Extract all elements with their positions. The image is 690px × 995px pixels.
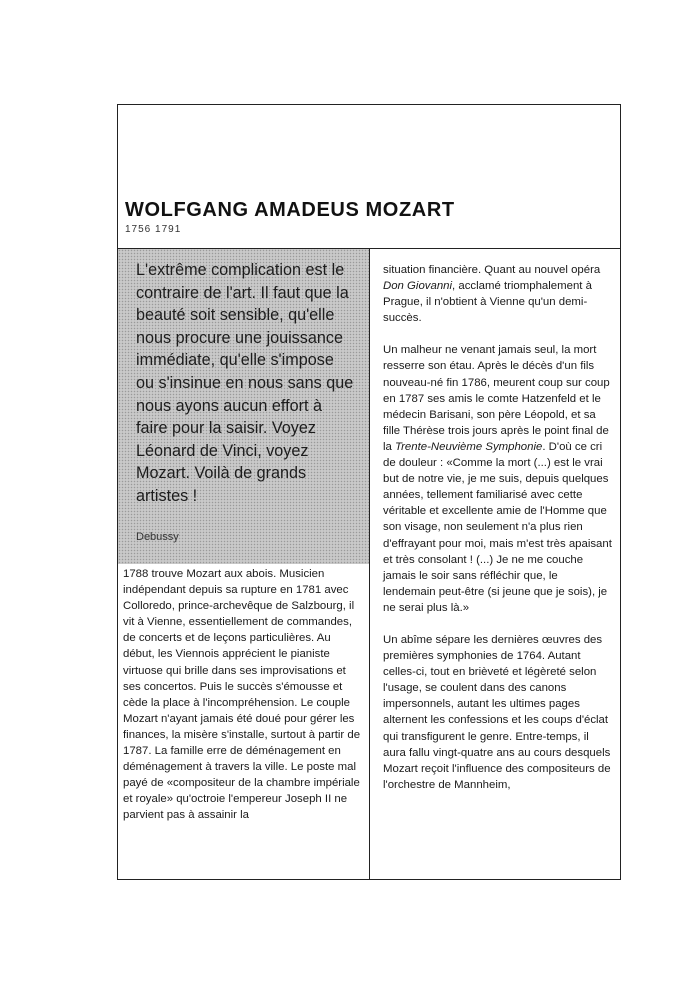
left-paragraph: 1788 trouve Mozart aux abois. Musicien indépendant depuis sa rupture en 1781 avec Colloredo, prince-archevêque de Salzbourg, il vit à Vienne, essentiellement de commandes, de concerts et de leçons particulières. Au début, les Viennois apprécient le pianiste virtuose qui brille dans ses improvisations et ses concertos. Puis le succès s'émousse et cède la place à l'incompréhension. Le couple Mozart n'ayant jamais été doué pour gérer les finances, la misère s'installe, surtout à partir de 1787. La famille erre de déménagement en déménagement à travers la ville. Le poste mal payé de «compositeur de la chambre impériale et royale» qu'octroie l'empereur Joseph II ne parvient pas à assainir la [123,568,361,822]
text-span: . D'où ce cri de douleur : «Comme la mort (...) est le vrai but de notre vie, je me suis, depuis quelques années, tellement familiarisé avec cette véritable et excellente amie de l'Homme que son visage, non seulement n'a plus rien d'effrayant pour moi, mais m'est très apaisant et très consolant ! (...) Je ne me couche jamais le soir sans réfléchir que, le lendemain peut-être (si jeune que je sois), je ne serai plus là.» [383,440,612,614]
right-column [383,262,613,793]
right-paragraph-1 [383,262,613,326]
quote-box [118,249,369,564]
right-paragraph-3: Un abîme sépare les dernières œuvres des premières symphonies de 1764. Autant celles-ci, tout en brièveté et légèreté selon l'usage, se coulent dans des canons impersonnels, autant les ultimes pages alternent les confessions et les coups d'éclat qui transfigurent le genre. Entre-temps, il aura fallu vingt-quatre ans au cours desquels Mozart reçoit l'influence des compositeurs de l'orchestre de Mannheim, [383,633,611,791]
quote-text: L'extrême complication est le contraire de l'art. Il faut que la beauté soit sensible, qu'elle nous procure une jouissance immédiate, qu'elle s'impose ou s'insinue en nous sans que nous ayons aucun effort à faire pour la saisir. Voyez Léonard de Vinci, voyez Mozart. Voilà de grands artistes ! [136,261,354,505]
work-title: Don Giovanni [383,280,453,293]
quote-author: Debussy [136,531,179,543]
left-column [123,566,363,824]
column-divider [369,248,370,880]
right-paragraph-2 [383,342,613,616]
text-span: Un malheur ne venant jamais seul, la mort resserre son étau. Après le décès d'un fils nouveau-né fin 1786, meurent coup sur coup en 1787 ses amis le comte Hatzenfeld et le médecin Barisani, son père Léopold, et sa fille Thérèse trois jours après le point final de la [383,344,610,453]
work-title: Trente-Neuvième Symphonie [395,440,543,453]
text-span: , acclamé triomphalement à Prague, il n'obtient à Vienne qu'un demi-succès. [383,280,592,325]
text-span: situation financière. Quant au nouvel opéra [383,264,601,276]
page-title: WOLFGANG AMADEUS MOZART [125,199,455,221]
life-dates: 1756 1791 [125,224,182,235]
